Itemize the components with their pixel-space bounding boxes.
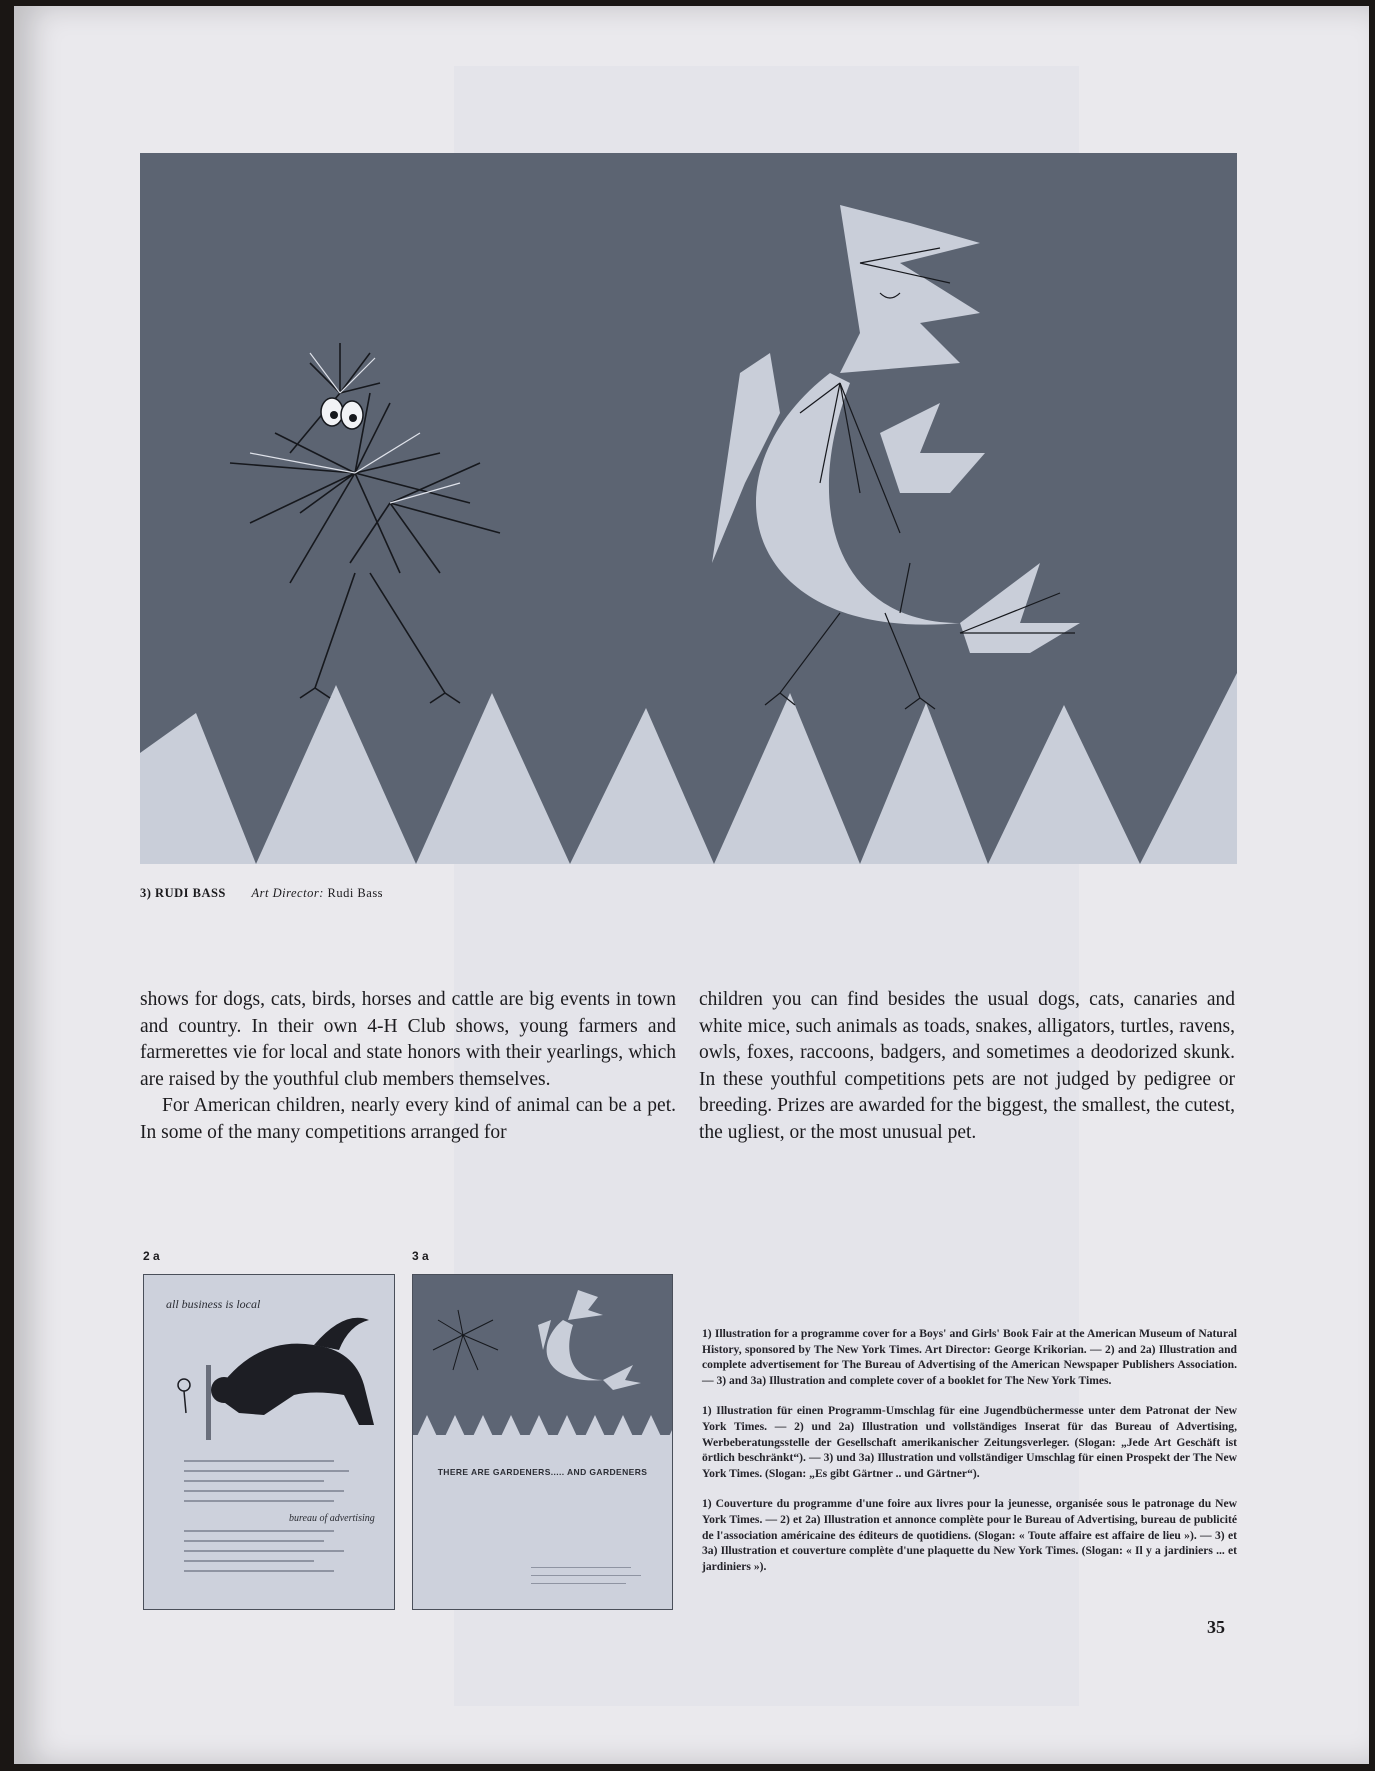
hero-illustration	[140, 153, 1237, 864]
figure-number: 3)	[140, 886, 152, 900]
page-number: 35	[1207, 1617, 1225, 1637]
body-column-left	[140, 987, 676, 1147]
figure-label-3a: 3 a	[412, 1249, 429, 1263]
ad-signature: bureau of advertising	[289, 1513, 375, 1524]
thumbnail-advertisement-2a	[143, 1274, 395, 1610]
mini-fence	[413, 1415, 672, 1445]
figure-label-2a: 2 a	[143, 1249, 160, 1263]
booklet-slogan: THERE ARE GARDENERS..... AND GARDENERS	[437, 1467, 648, 1477]
credits-english: 1) Illustration for a programme cover for a Boys' and Girls' Book Fair at the American Museum of Natural History, sponsored by The New York Times. Art Director: George Krikorian. — 2) and 2a) Illustration and complete advertisement for The Bureau of Advertising of the American Newspaper Publishers Association. — 3) and 3a) Illustration and complete cover of a booklet for The New York Times.	[702, 1327, 1237, 1387]
art-director-label: Art Director:	[251, 886, 324, 900]
hero-caption	[140, 886, 383, 901]
body-paragraph: For American children, nearly every kind of animal can be a pet. In some of the many competitions arranged for	[140, 1095, 676, 1143]
thumbnail-booklet-cover-3a	[412, 1274, 673, 1610]
ad-headline: all business is local	[166, 1297, 261, 1311]
body-paragraph: shows for dogs, cats, birds, horses and cattle are big events in town and country. In their own 4-H Club shows, young farmers and farmerettes vie for local and state honors with their yearlings, which are raised by the youthful club members themselves.	[140, 989, 676, 1090]
body-paragraph: children you can find besides the usual dogs, cats, canaries and white mice, such animals as toads, snakes, alligators, turtles, ravens, owls, foxes, raccoons, badgers, and sometimes a deodorized skunk. In these youthful competitions pets are not judged by pedigree or breeding. Prizes are awarded for the biggest, the smallest, the cutest, the ugliest, or the most unusual pet.	[699, 989, 1235, 1143]
cat-and-mouse-illustration	[144, 1295, 394, 1445]
artist-name: RUDI BASS	[155, 886, 226, 900]
art-director-name: Rudi Bass	[327, 886, 384, 900]
credits-german: 1) Illustration für einen Programm-Umschlag für eine Jugendbüchermesse unter dem Patronat der New York Times. — 2) und 2a) Illustration und vollständiges Inserat für das Bureau of Advertising, Werbeberatungsstelle der Gesellschaft amerikanischer Zeitungsverleger. (Slogan: „Jede Art Geschäft ist örtlich beschränkt“). — 3) und 3a) Illustration und vollständiger Umschlag für einen Prospekt der The New York Times. (Slogan: „Es gibt Gärtner .. und Gärtner“).	[702, 1404, 1237, 1480]
birds-on-fence-artwork	[140, 153, 1237, 864]
credits-french: 1) Couverture du programme d'une foire aux livres pour la jeunesse, organisée sous le patronage du New York Times. — 2) et 2a) Illustration et annonce complète pour le Bureau of Advertising, bureau de publicité de l'association américaine des éditeurs de quotidiens. (Slogan: « Toute affaire est affaire de lieu »). — 3) et 3a) Illustration et couverture complète d'une plaquette du New York Times. (Slogan: « Il y a jardiniers ... et jardiniers »).	[702, 1497, 1237, 1573]
body-column-right	[699, 987, 1235, 1147]
figure-credits	[702, 1326, 1237, 1589]
magazine-page	[14, 6, 1369, 1764]
